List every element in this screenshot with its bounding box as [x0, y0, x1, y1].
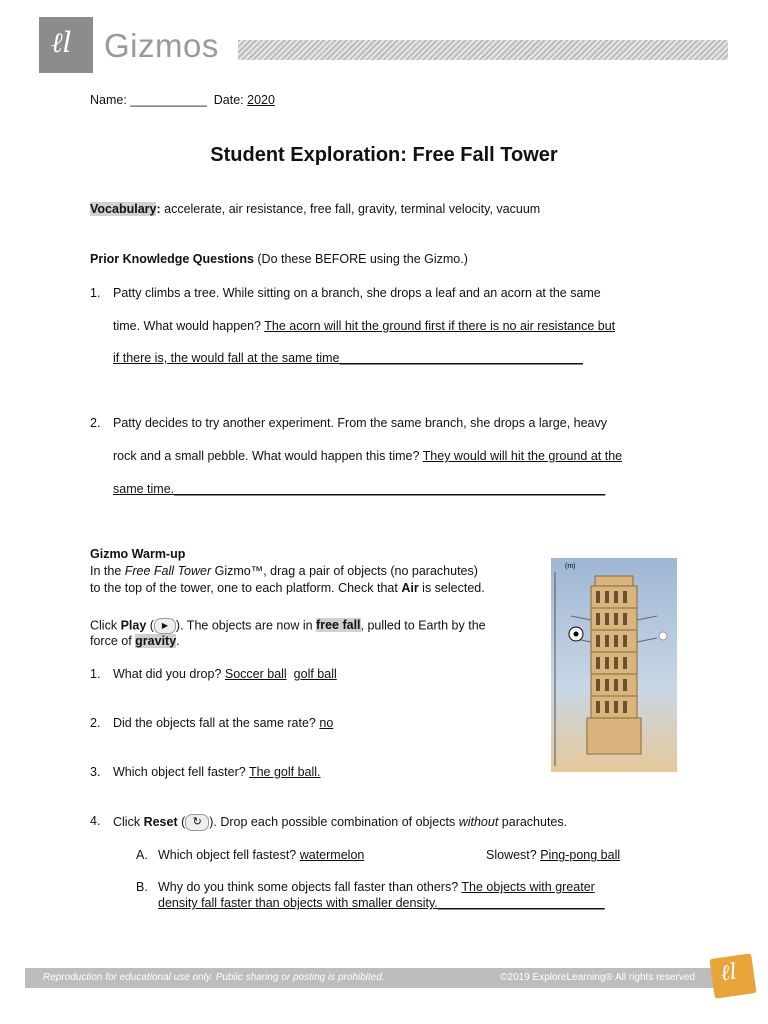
warmup-q2: Did the objects fall at the same rate? no [113, 716, 334, 730]
warmup-q3: Which object fell faster? The golf ball. [113, 765, 321, 779]
footer-disclaimer: Reproduction for educational use only. Public sharing or posting is prohibited. [43, 972, 385, 983]
prior-q1-line3: if there is, the would fall at the same time___________________________________ [113, 351, 583, 365]
warmup-qA-slowest: Slowest? Ping-pong ball [486, 848, 621, 862]
warmup-para-line1: In the Free Fall Tower Gizmo™, drag a pair of objects (no parachutes) [90, 564, 478, 578]
vocabulary-line: Vocabulary: accelerate, air resistance, free fall, gravity, terminal velocity, vacuum [90, 202, 541, 216]
tower-unit-label: (m) [565, 563, 576, 570]
warmup-para-line3: Click Play ( ▶ ). The objects are now in free fall, pulled to Earth by the [90, 618, 486, 633]
footer-bar [25, 968, 735, 988]
name-value: ___________ [130, 93, 207, 107]
prior-q2-line3: same time.______________________________________________________________ [113, 482, 606, 496]
prior-q1-line2: time. What would happen? The acorn will hit the ground first if there is no air resistance but [113, 319, 616, 333]
brand-name: Gizmos [104, 27, 219, 64]
question-letter: B. [136, 880, 148, 894]
prior-knowledge-heading: Prior Knowledge Questions (Do these BEFORE using the Gizmo.) [90, 252, 468, 266]
question-letter: A. [136, 848, 148, 862]
question-number: 1. [90, 667, 101, 681]
warmup-q1: What did you drop? Soccer ball golf ball [113, 667, 337, 681]
page-title: Student Exploration: Free Fall Tower [210, 144, 558, 166]
golf-ball-icon [659, 632, 667, 640]
warmup-heading: Gizmo Warm-up [90, 547, 186, 561]
gizmos-logo: ℓl [39, 17, 93, 73]
prior-q2-line2: rock and a small pebble. What would happen this time? They would will hit the ground at the [113, 449, 623, 463]
date-value: 2020 [247, 93, 275, 107]
question-number: 1. [90, 286, 101, 300]
question-number: 4. [90, 814, 101, 828]
footer-copyright: ©2019 ExploreLearning® All rights reserved [500, 972, 695, 983]
question-number: 2. [90, 716, 101, 730]
warmup-qA: Which object fell fastest? watermelon [158, 848, 365, 862]
prior-q2-line1: Patty decides to try another experiment. From the same branch, she drops a large, heavy [113, 416, 608, 430]
warmup-para-line4: force of gravity. [90, 634, 180, 648]
header-hatch-bar [238, 40, 728, 60]
warmup-q4: Click Reset ( ↻ ). Drop each possible combination of objects without parachutes. [113, 814, 567, 831]
question-number: 2. [90, 416, 101, 430]
name-date-line: Name: ___________ Date: 2020 [90, 93, 275, 107]
prior-q1-line1: Patty climbs a tree. While sitting on a branch, she drops a leaf and an acorn at the same [113, 286, 601, 300]
footer-logo: ℓl [709, 953, 756, 998]
free-fall-tower-image [551, 558, 677, 772]
warmup-qB-line1: Why do you think some objects fall faster than others? The objects with greater [158, 880, 595, 894]
play-icon: ▶ [154, 618, 176, 634]
question-number: 3. [90, 765, 101, 779]
reset-icon: ↻ [185, 814, 209, 831]
warmup-qB-line2: density fall faster than objects with smaller density.________________________ [158, 896, 605, 910]
warmup-para-line2: to the top of the tower, one to each platform. Check that Air is selected. [90, 581, 485, 595]
